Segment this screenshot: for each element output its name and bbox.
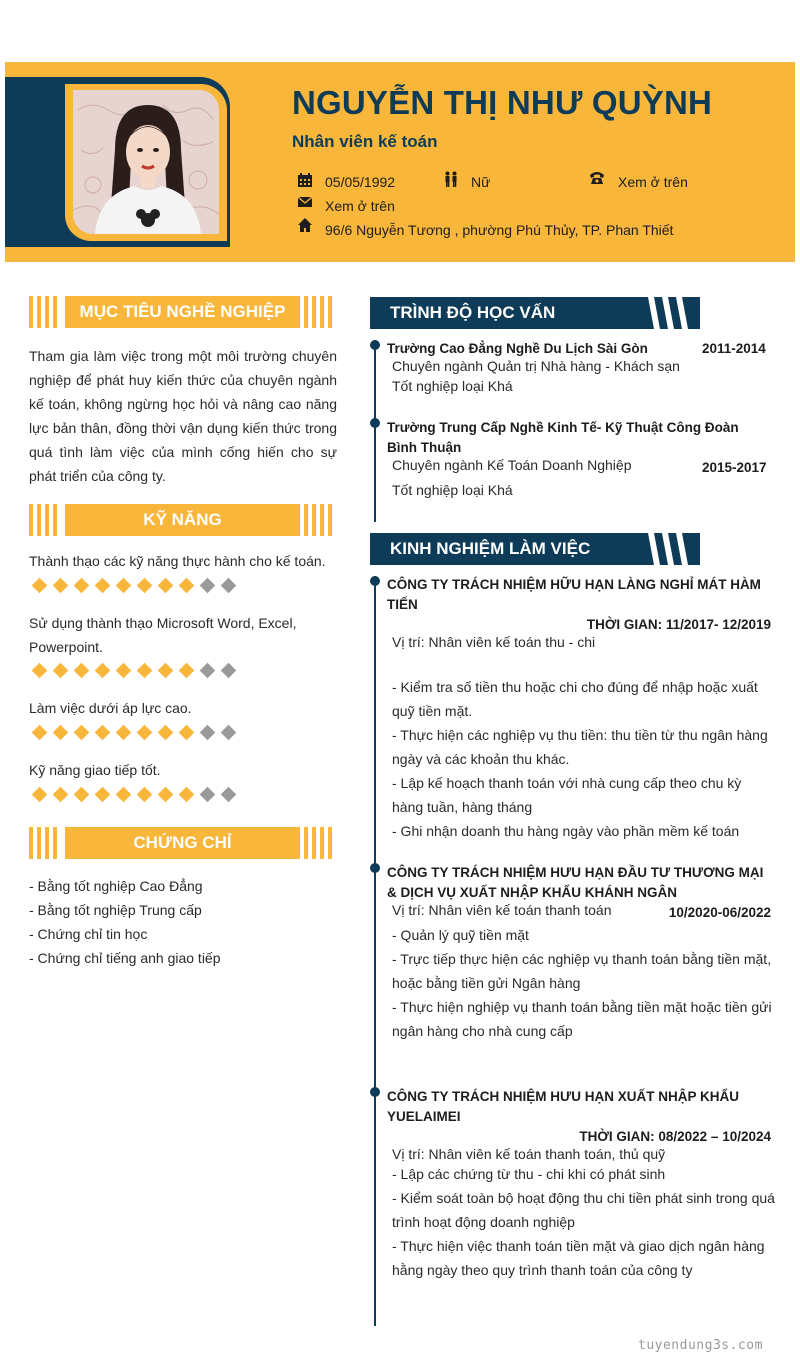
rating-diamond-filled — [74, 787, 90, 803]
company-name: CÔNG TY TRÁCH NHIỆM HỮU HẠN LÀNG NGHỈ MÁT HÀM TIẾN — [387, 577, 761, 612]
rating-diamond-filled — [158, 725, 174, 741]
rating-diamond-filled — [158, 578, 174, 594]
rating-diamond-empty — [221, 663, 237, 679]
job-position: Vị trí: Nhân viên kế toán thanh toán, thủ quỹ — [392, 1146, 666, 1162]
job-duty: - Kiểm tra số tiền thu hoặc chi cho đúng để nhập hoặc xuất quỹ tiền mặt. — [392, 679, 758, 719]
education-title: TRÌNH ĐỘ HỌC VẤN — [390, 303, 556, 322]
job-duty: - Quản lý quỹ tiền mặt — [392, 927, 529, 943]
rating-diamond-filled — [179, 787, 195, 803]
school-name: Trường Cao Đẳng Nghề Du Lịch Sài Gòn — [387, 341, 648, 356]
rating-diamond-filled — [116, 578, 132, 594]
skills-header — [29, 504, 336, 536]
job-title: Nhân viên kế toán — [292, 132, 438, 151]
home-icon — [297, 217, 313, 233]
job-time: 10/2020-06/2022 — [668, 905, 771, 920]
objective-title: MỤC TIÊU NGHỀ NGHIỆP — [65, 296, 300, 328]
objective-text: Tham gia làm việc trong một môi trường chuyên nghiệp để phát huy kiến thức của chuyên ngành kế toán, không ngừng học hỏi và nâng cao năng lực bản thân, đồng thời vận dụng kiến thức trong quá tình làm việc của mình cống hiến cho sự phát triển của công ty. — [29, 348, 337, 484]
rating-diamond-empty — [200, 787, 216, 803]
rating-diamond-filled — [32, 663, 48, 679]
rating-diamond-filled — [95, 578, 111, 594]
skill-name: Thành thạo các kỹ năng thực hành cho kế toán. — [29, 553, 326, 569]
slash-decoration — [640, 297, 700, 329]
job-duty: - Thực hiện các nghiệp vụ thu tiền: thu tiền từ thu ngân hàng ngày và các khoản thu khác. — [392, 727, 768, 767]
rating-diamond-filled — [95, 663, 111, 679]
gender-icon — [443, 171, 459, 187]
certificates-title: CHỨNG CHỈ — [65, 827, 300, 859]
skill-name: Làm việc dưới áp lực cao. — [29, 700, 192, 716]
phone: Xem ở trên — [618, 174, 688, 190]
job-duty: - Thực hiện nghiệp vụ thanh toán bằng tiền mặt hoặc tiền gửi ngân hàng cho nhà cung cấp — [392, 999, 772, 1039]
education-timeline — [374, 340, 376, 522]
address: 96/6 Nguyễn Tương , phường Phú Thủy, TP. Phan Thiết — [325, 222, 674, 238]
rating-diamond-filled — [137, 663, 153, 679]
rating-diamond-empty — [221, 578, 237, 594]
header-banner — [5, 62, 795, 262]
experience-title: KINH NGHIỆM LÀM VIỆC — [390, 539, 591, 558]
education-years: 2015-2017 — [702, 460, 767, 475]
rating-diamond-filled — [179, 663, 195, 679]
job-duty: - Ghi nhận doanh thu hàng ngày vào phần mềm kế toán — [392, 823, 740, 839]
rating-diamond-empty — [221, 725, 237, 741]
rating-diamond-filled — [116, 725, 132, 741]
rating-diamond-filled — [74, 663, 90, 679]
rating-diamond-filled — [53, 725, 69, 741]
rating-diamond-filled — [158, 787, 174, 803]
job-time: THỜI GIAN: 11/2017- 12/2019 — [586, 617, 771, 632]
candidate-name: NGUYỄN THỊ NHƯ QUỲNH — [292, 84, 713, 121]
job-position: Vị trí: Nhân viên kế toán thanh toán — [392, 902, 612, 918]
education-result: Tốt nghiệp loại Khá — [392, 378, 513, 394]
watermark: tuyendung3s.com — [638, 1338, 763, 1353]
certificate-item: - Bằng tốt nghiệp Cao Đẳng — [29, 878, 203, 894]
rating-diamond-filled — [116, 787, 132, 803]
rating-diamond-filled — [32, 787, 48, 803]
rating-diamond-filled — [95, 787, 111, 803]
rating-diamond-filled — [116, 663, 132, 679]
rating-diamond-empty — [200, 663, 216, 679]
job-duty: - Thực hiện việc thanh toán tiền mặt và giao dịch ngân hàng hằng ngày theo quy trình thanh toán của công ty — [392, 1238, 765, 1278]
rating-diamond-filled — [137, 578, 153, 594]
certificate-item: - Chứng chỉ tin học — [29, 926, 148, 942]
rating-diamond-filled — [32, 578, 48, 594]
rating-diamond-filled — [74, 578, 90, 594]
timeline-dot — [370, 576, 380, 586]
rating-diamond-filled — [53, 663, 69, 679]
skills-title: KỸ NĂNG — [65, 504, 300, 536]
slash-decoration — [640, 533, 700, 565]
certificate-item: - Bằng tốt nghiệp Trung cấp — [29, 902, 202, 918]
job-duty: - Lập các chứng từ thu - chi khi có phát sinh — [392, 1166, 666, 1182]
job-duty: - Lập kế hoạch thanh toán với nhà cung cấp theo chu kỳ hàng tuần, hàng tháng — [392, 775, 742, 815]
job-duty: - Trực tiếp thực hiện các nghiệp vụ thanh toán bằng tiền mặt, hoặc bằng tiền gửi Ngân hàng — [392, 951, 772, 991]
timeline-dot — [370, 863, 380, 873]
skill-name: Kỹ năng giao tiếp tốt. — [29, 762, 161, 778]
education-major: Chuyên ngành Kế Toán Doanh Nghiệp — [392, 457, 632, 473]
rating-diamond-filled — [53, 787, 69, 803]
skill-name: Sử dụng thành thạo Microsoft Word, Excel, Powerpoint. — [29, 615, 297, 655]
job-position: Vị trí: Nhân viên kế toán thu - chi — [392, 634, 596, 650]
avatar — [73, 90, 219, 234]
rating-diamond-empty — [200, 578, 216, 594]
education-years: 2011-2014 — [702, 341, 766, 356]
birthdate: 05/05/1992 — [325, 174, 396, 190]
rating-diamond-empty — [221, 787, 237, 803]
rating-diamond-empty — [200, 725, 216, 741]
company-name: CÔNG TY TRÁCH NHIỆM HƯU HẠN ĐẦU TƯ THƯƠNG MẠI & DỊCH VỤ XUẤT NHẬP KHẨU KHÁNH NGÂN — [387, 865, 764, 900]
certificates-header — [29, 827, 336, 859]
certificate-item: - Chứng chỉ tiếng anh giao tiếp — [29, 950, 221, 966]
rating-diamond-filled — [137, 787, 153, 803]
email-icon — [297, 194, 313, 210]
timeline-dot — [370, 340, 380, 350]
education-result: Tốt nghiệp loại Khá — [392, 482, 513, 498]
school-name: Trường Trung Cấp Nghề Kinh Tế- Kỹ Thuật Công Đoàn Bình Thuận — [387, 420, 739, 455]
job-time: THỜI GIAN: 08/2022 – 10/2024 — [579, 1129, 771, 1144]
rating-diamond-filled — [179, 725, 195, 741]
company-name: CÔNG TY TRÁCH NHIỆM HƯU HẠN XUẤT NHẬP KHẨU YUELAIMEI — [387, 1089, 739, 1124]
phone-icon — [589, 170, 605, 186]
rating-diamond-filled — [158, 663, 174, 679]
experience-header — [370, 533, 700, 565]
rating-diamond-filled — [53, 578, 69, 594]
rating-diamond-filled — [74, 725, 90, 741]
objective-header — [29, 296, 336, 328]
experience-timeline — [374, 576, 376, 1326]
education-header — [370, 297, 700, 329]
email: Xem ở trên — [325, 198, 395, 214]
rating-diamond-filled — [32, 725, 48, 741]
timeline-dot — [370, 1087, 380, 1097]
calendar-icon — [297, 172, 313, 188]
rating-diamond-filled — [95, 725, 111, 741]
education-major: Chuyên ngành Quản trị Nhà hàng - Khách sạn — [392, 358, 680, 374]
rating-diamond-filled — [137, 725, 153, 741]
gender: Nữ — [471, 174, 491, 190]
timeline-dot — [370, 418, 380, 428]
rating-diamond-filled — [179, 578, 195, 594]
job-duty: - Kiểm soát toàn bộ hoạt động thu chi tiền phát sinh trong quá trình hoạt động doanh nghiệp — [392, 1190, 775, 1230]
